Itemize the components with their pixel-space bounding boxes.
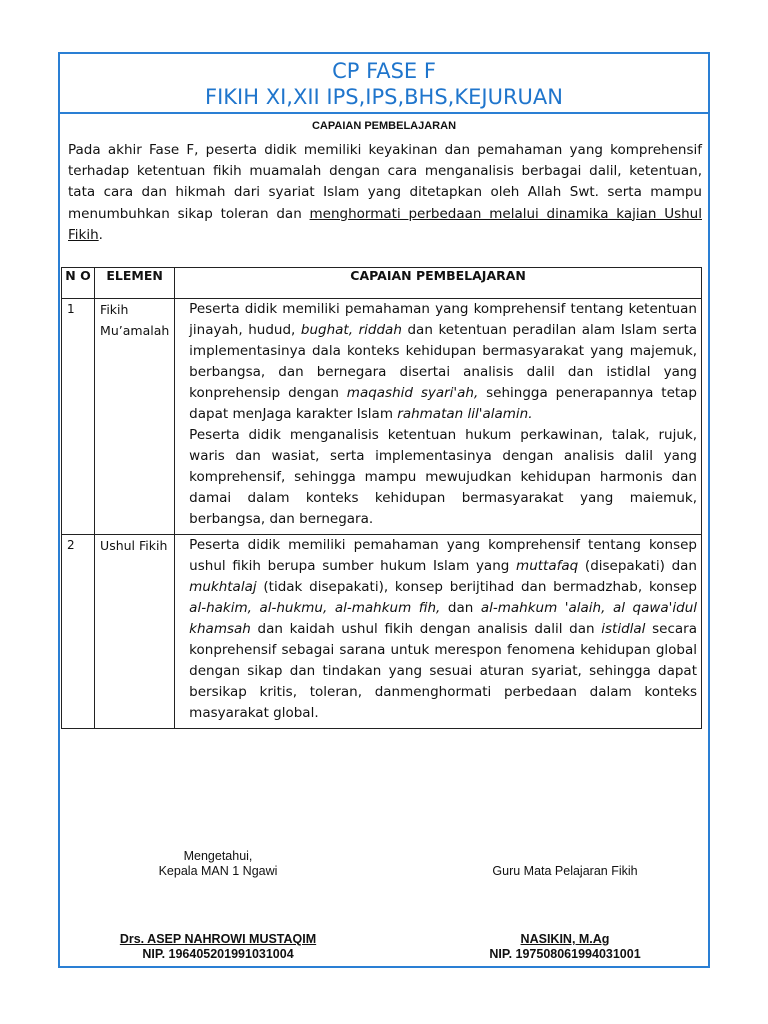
signature-left — [88, 932, 348, 962]
capaian-text: (disepakati) dan — [578, 558, 697, 574]
row-elemen: Fikih Mu’amalah — [95, 299, 175, 535]
row-capaian — [175, 535, 702, 729]
capaian-paragraph — [189, 535, 697, 724]
capaian-italic-term: maqashid syari'ah, — [346, 385, 479, 401]
signature-right-nip: NIP. 197508061994031001 — [489, 947, 641, 961]
capaian-italic-term: bughat, riddah — [300, 322, 402, 338]
capaian-italic-term: al-mahkum 'alaih, al qawa'idul khamsah — [189, 600, 698, 637]
section-heading: CAPAIAN PEMBELAJARAN — [311, 120, 457, 132]
capaian-text: sehingga penerapannya tetap dapat menJaga karakter Islam — [189, 385, 698, 422]
header-no: N O — [62, 268, 95, 299]
capaian-paragraph-2: Peserta didik menganalisis ketentuan hukum perkawinan, talak, rujuk, waris dan wasiat, serta implementasinya dengan analisis dalil yang komprehensif, sehingga mampu mewujudkan kehidupan harmonis dan damai dalam konteks kehidupan bermasyarakat yang maiemuk, berbangsa, dan bernegara. — [189, 427, 697, 527]
capaian-text: Peserta didik memiliki pemahaman yang komprehensif tentang konsep ushul fikih berupa sumber hukum Islam yang — [189, 537, 697, 574]
signature-left-nip: NIP. 196405201991031004 — [142, 947, 294, 961]
title-line-2: FIKIH XI,XII IPS,IPS,BHS,KEJURUAN — [205, 85, 563, 109]
table-row — [62, 535, 702, 729]
capaian-text: Peserta didik memiliki pemahaman yang komprehensif tentang ketentuan jinayah, hudud, — [189, 301, 697, 338]
header-capaian: CAPAIAN PEMBELAJARAN — [175, 268, 702, 299]
capaian-italic-term: rahmatan lil'alamin. — [397, 406, 533, 422]
document-frame — [58, 52, 710, 968]
table-header-row — [62, 268, 702, 299]
capaian-italic-term: istidlal — [601, 621, 646, 637]
capaian-text: dan — [440, 600, 481, 616]
row-elemen: Ushul Fikih — [95, 535, 175, 729]
signature-right-header — [450, 864, 680, 879]
capaian-text: (tidak disepakati), konsep berijtihad dan bermadzhab, konsep — [256, 579, 697, 595]
guru-label: Guru Mata Pelajaran Fikih — [492, 864, 638, 878]
capaian-text: dan kaidah ushul fikih dengan analisis dalil dan — [250, 621, 602, 637]
mengetahui-label: Mengetahui, — [183, 849, 253, 863]
capaian-italic-term: muttafaq — [516, 558, 579, 574]
kepala-label: Kepala MAN 1 Ngawi — [158, 864, 278, 878]
intro-text-end: . — [98, 226, 103, 243]
signature-left-name: Drs. ASEP NAHROWI MUSTAQIM — [119, 932, 317, 946]
signature-right-name: NASIKIN, M.Ag — [520, 932, 610, 946]
capaian-italic-term: al-hakim, al-hukmu, al-mahkum fih, — [189, 600, 441, 616]
capaian-text: secara konprehensif sebagai sarana untuk merespon fenomena kehidupan global dengan sikap dan tindakan yang sesuai aturan syariat, sehingga dapat bersikap kritis, toleran, danmenghormati perbedaan dalam konteks masyarakat global. — [189, 621, 697, 721]
title-box — [60, 54, 708, 114]
capaian-text: dan ketentuan peradilan alam Islam serta implementasinya dala konteks kehidupan bermasyarakat yang majemuk, berbangsa, dan bernegara disertai analisis dalil dan istidlal yang konprehensip dengan — [189, 322, 698, 401]
row-no: 1 — [62, 299, 95, 535]
capaian-table — [61, 267, 702, 729]
intro-paragraph — [68, 140, 702, 246]
intro-underlined-text: menghormati perbedaan melalui dinamika kajian Ushul Fikih — [68, 205, 702, 243]
header-elemen: ELEMEN — [95, 268, 175, 299]
row-no: 2 — [62, 535, 95, 729]
row-capaian — [175, 299, 702, 535]
signature-left-header — [108, 849, 328, 879]
signature-right — [445, 932, 685, 962]
capaian-paragraph-1 — [189, 299, 697, 425]
capaian-italic-term: mukhtalaj — [189, 579, 257, 595]
table-row — [62, 299, 702, 535]
intro-text: Pada akhir Fase F, peserta didik memiliki keyakinan dan pemahaman yang komprehensif terhadap ketentuan fikih muamalah dengan cara menganalisis berbagai dalil, ketentuan, tata cara dan hikmah dari syariat Islam yang ditetapkan oleh Allah Swt. serta mampu menumbuhkan sikap toleran dan — [68, 142, 702, 222]
title-line-1: CP FASE F — [332, 59, 436, 83]
